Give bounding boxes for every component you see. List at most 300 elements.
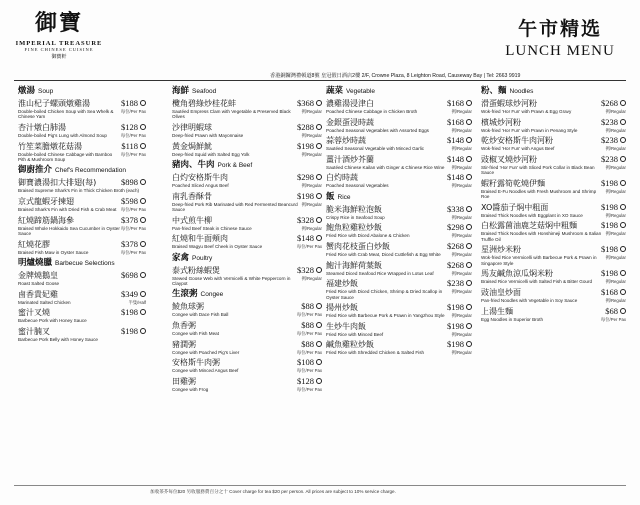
order-checkbox-icon xyxy=(316,341,322,347)
dish-name-en: Congee with Minced Angus Beef xyxy=(172,368,239,374)
logo-tagline: FINE CHINESE CUISINE xyxy=(24,47,94,52)
menu-item xyxy=(172,320,322,336)
menu-item xyxy=(172,301,322,317)
section-title-cn: 蔬菜 xyxy=(326,86,344,96)
dish-name-cn: 沙律明蝦球 xyxy=(172,123,212,132)
section-heading xyxy=(172,253,322,264)
section-heading xyxy=(326,192,472,203)
logo-branch: 御寶軒 xyxy=(51,54,67,60)
dish-name-cn: 薑汁酒炒芥蘭 xyxy=(326,154,374,164)
dish-name-en: Double-boiled Chinese Cabbage with Bamboo Pith & Mushroom Soup xyxy=(18,151,113,162)
section-title-en: Soup xyxy=(38,88,54,95)
menu-item xyxy=(326,172,472,188)
order-checkbox-icon xyxy=(466,156,472,162)
order-checkbox-icon xyxy=(620,204,626,210)
dish-price: $168 xyxy=(601,286,618,297)
menu-item xyxy=(172,215,322,231)
order-checkbox-icon xyxy=(466,100,472,106)
dish-name-en: Congee with Fish Meat xyxy=(172,331,219,336)
restaurant-logo xyxy=(14,8,104,60)
menu-item xyxy=(481,135,626,151)
menu-item xyxy=(172,265,322,287)
dish-name-en: Poached Sliced Angus Beef xyxy=(172,183,229,188)
menu-column-1 xyxy=(18,86,146,345)
dish-name-cn: 豉椒叉燒炒河粉 xyxy=(481,154,537,164)
menu-column-4 xyxy=(481,86,626,325)
portion-label: 每位/Per Pax xyxy=(296,349,322,355)
dish-name-en: Barbecue Pork with Honey Sauce xyxy=(18,318,87,324)
menu-column-2 xyxy=(172,86,322,395)
menu-item xyxy=(326,241,472,257)
section-heading xyxy=(172,86,322,97)
dish-name-cn: 中式煎牛柳 xyxy=(172,215,212,225)
portion-label: 例/Regular xyxy=(451,183,472,189)
dish-name-en: Deep-fried Pork Rib Marinated with Red Fermented Beancurd Sauce xyxy=(172,201,298,212)
dish-name-cn: 金牌燒鵝皇 xyxy=(18,271,58,280)
menu-item xyxy=(326,222,472,238)
dish-name-en: Crispy Rice in Seafood Soup xyxy=(326,214,385,220)
address-line: 香港銅鑼灣禮頓道8號 皇冠假日酒店2樓 2/F, Crowne Plaza, 8 Leighton Road, Causeway Bay | Tel: 2663 9919 xyxy=(270,73,521,79)
dish-name-en: Congee with Poached Pig's Liver xyxy=(172,349,240,355)
dish-name-en: Roast Salted Goose xyxy=(18,281,60,286)
dish-name-en: Barbecue Pork Belly with Honey Sauce xyxy=(18,336,98,342)
menu-item xyxy=(326,339,472,355)
dish-price: $328 xyxy=(297,264,314,275)
portion-label: 例/Regular xyxy=(605,188,626,194)
dish-price: $148 xyxy=(297,233,314,244)
order-checkbox-icon xyxy=(620,222,626,228)
order-checkbox-icon xyxy=(316,100,322,106)
portion-label: 每位/Per Pax xyxy=(296,331,322,336)
dish-name-cn: 杏汁燉白肺湯 xyxy=(18,123,66,132)
portion-label: 例/Regular xyxy=(451,214,472,220)
order-checkbox-icon xyxy=(140,100,146,106)
menu-item xyxy=(326,98,472,114)
dish-name-en: Sautéed Seasonal Vegetable with Minced Garlic xyxy=(326,146,425,152)
order-checkbox-icon xyxy=(466,206,472,212)
portion-label: 每位/Per Pax xyxy=(296,386,322,392)
dish-price: $88 xyxy=(301,338,314,349)
dish-name-cn: 揚州炒飯 xyxy=(326,303,358,313)
dish-name-cn: 濃雞湯浸津白 xyxy=(326,99,374,108)
dish-price: $198 xyxy=(601,268,618,279)
portion-label: 例/Regular xyxy=(301,201,322,207)
order-checkbox-icon xyxy=(140,124,146,130)
dish-price: $378 xyxy=(121,214,138,225)
section-title-cn: 御廚推介 xyxy=(18,165,53,176)
menu-item xyxy=(326,154,472,170)
order-checkbox-icon xyxy=(316,378,322,384)
menu-item xyxy=(326,278,472,300)
menu-item xyxy=(481,287,626,303)
order-checkbox-icon xyxy=(466,262,472,268)
menu-item xyxy=(326,117,472,133)
portion-label: 例/Regular xyxy=(301,225,322,231)
section-title-cn: 生滾粥 xyxy=(172,289,198,300)
section-heading xyxy=(172,160,322,171)
menu-item xyxy=(18,196,146,212)
section-title-en: Vegetable xyxy=(346,88,375,95)
section-heading xyxy=(326,86,472,97)
section-title-en: Barbecue Selections xyxy=(55,260,115,267)
menu-section xyxy=(326,86,472,189)
menu-item xyxy=(18,307,146,323)
portion-label: 例/Regular xyxy=(605,279,626,285)
dish-name-en: Braised Fish Maw in Oyster Sauce xyxy=(18,249,89,255)
dish-price: $328 xyxy=(297,214,314,225)
section-title-cn: 家禽 xyxy=(172,252,190,263)
dish-price: $88 xyxy=(301,320,314,330)
menu-item xyxy=(481,178,626,200)
dish-name-cn: 金銀蛋浸時蔬 xyxy=(326,117,374,127)
dish-name-en: Sautéed Empress Clam with Vegetable & Preserved Black Olives xyxy=(172,109,291,120)
order-checkbox-icon xyxy=(620,289,626,295)
dish-name-cn: 鮑汁海鮮荷葉飯 xyxy=(326,260,382,270)
portion-label: 每位/Per Pax xyxy=(120,109,146,114)
dish-name-cn: 白灼時蔬 xyxy=(326,173,358,183)
dish-name-cn: 白灼安格斯牛肉 xyxy=(172,173,228,182)
portion-label: 例/Regular xyxy=(451,127,472,133)
dish-price: $128 xyxy=(297,375,314,386)
dish-price: $238 xyxy=(601,153,618,164)
dish-name-en: Poached Seasonal Vegetables xyxy=(326,183,389,189)
order-checkbox-icon xyxy=(466,174,472,180)
portion-label: 例/Regular xyxy=(301,183,322,188)
portion-label: 例/Regular xyxy=(451,270,472,276)
dish-name-en: Braised Whole Hokkaido Sea Cucumber in Oyster Sauce xyxy=(18,225,120,236)
dish-name-en: Steamed Diced Seafood Rice Wrapped in Lotus Leaf xyxy=(326,270,434,276)
order-checkbox-icon xyxy=(466,119,472,125)
order-checkbox-icon xyxy=(620,137,626,143)
dish-price: $198 xyxy=(601,220,618,231)
portion-label: 半隻/Half xyxy=(128,299,146,305)
portion-label: 每位/Per Pax xyxy=(120,225,146,231)
dish-name-en: Fried Rice with Shredded Chicken & Salted Fish xyxy=(326,350,425,356)
dish-name-cn: 泰式粉絲蝦煲 xyxy=(172,265,220,275)
dish-price: $298 xyxy=(447,222,464,233)
menu-item xyxy=(18,122,146,138)
portion-label: 每位/Per Pax xyxy=(120,133,146,138)
dish-name-cn: XO醬茄子焖中粗面 xyxy=(481,202,549,212)
section-title-cn: 飯 xyxy=(326,191,335,202)
dish-name-en: Wok-fried Rice Vermicelli with Barbecue Pork & Prawn in Singapore Style xyxy=(481,255,597,266)
order-checkbox-icon xyxy=(140,217,146,223)
dish-price: $168 xyxy=(447,98,464,108)
dish-name-en: Stir-fried 'Hor Fun' with Sliced Pork Collar in Black Bean Sauce xyxy=(481,164,595,176)
menu-item xyxy=(481,98,626,114)
dish-price: $338 xyxy=(447,203,464,214)
menu-item xyxy=(18,177,146,193)
section-title-cn: 海鮮 xyxy=(172,86,190,96)
dish-price: $198 xyxy=(447,320,464,331)
menu-item xyxy=(481,154,626,176)
dish-price: $238 xyxy=(601,135,618,146)
dish-price: $118 xyxy=(121,140,138,151)
section-heading xyxy=(18,165,146,176)
portion-label: 例/Regular xyxy=(451,233,472,239)
order-checkbox-icon xyxy=(140,241,146,247)
section-title-en: Pork & Beef xyxy=(217,162,253,169)
menu-section xyxy=(481,86,626,322)
dish-price: $128 xyxy=(121,122,138,132)
menu-item xyxy=(172,172,322,188)
dish-price: $238 xyxy=(447,278,464,289)
order-checkbox-icon xyxy=(140,309,146,315)
section-title-en: Congee xyxy=(200,291,224,299)
dish-name-en: Pan-fried Noodles with Vegetable in Soy Sauce xyxy=(481,297,578,303)
dish-name-en: Wok-fried 'Hor Fun' with Prawn in Penang Style xyxy=(481,127,578,133)
portion-label: 例/Regular xyxy=(451,109,472,114)
dish-price: $288 xyxy=(297,122,314,132)
section-title-cn: 燉湯 xyxy=(18,86,36,96)
menu-item xyxy=(481,220,626,242)
portion-label: 例/Regular xyxy=(301,133,322,138)
order-checkbox-icon xyxy=(316,267,322,273)
dish-name-en: Congee with Dace Fish Ball xyxy=(172,312,229,318)
section-title-en: Rice xyxy=(337,193,351,201)
dish-name-cn: 脆米海鮮粒泡飯 xyxy=(326,204,382,214)
menu-column-3 xyxy=(326,86,472,359)
order-checkbox-icon xyxy=(140,179,146,185)
portion-label: 例/Regular xyxy=(451,350,472,356)
dish-price: $198 xyxy=(121,325,138,336)
dish-name-cn: 魚香粥 xyxy=(172,321,196,330)
menu-section xyxy=(18,86,146,162)
dish-name-cn: 星洲炒米粉 xyxy=(481,245,521,255)
dish-price: $198 xyxy=(297,190,314,201)
order-checkbox-icon xyxy=(316,143,322,149)
dish-name-cn: 鹹魚雞粒炒飯 xyxy=(326,340,374,350)
menu-item xyxy=(18,141,146,163)
dish-name-cn: 蒜蓉炒時蔬 xyxy=(326,136,366,146)
menu-title-en: LUNCH MENU xyxy=(505,43,615,59)
dish-name-en: Fried Rice with Diced Chicken, Shrimp & Dried Scallop in Oyster Sauce xyxy=(326,289,443,300)
dish-price: $198 xyxy=(447,339,464,350)
order-checkbox-icon xyxy=(316,193,322,199)
portion-label: 例/Regular xyxy=(605,231,626,237)
dish-name-cn: 黃金焗鮮魷 xyxy=(172,141,212,151)
menu-section xyxy=(172,253,322,287)
portion-label: 每位/Per Pax xyxy=(296,312,322,318)
dish-name-cn: 田雞粥 xyxy=(172,376,196,386)
dish-name-en: Fried Rice with Crab Meat, Diced Cuttlefish & Egg White xyxy=(326,251,441,257)
portion-label: 例/Regular xyxy=(451,289,472,295)
order-checkbox-icon xyxy=(140,143,146,149)
dish-name-en: Stewed Goose Web with Vermicelli & White Peppercorn in Claypot xyxy=(172,275,291,286)
section-title-en: Chef's Recommendation xyxy=(55,167,126,175)
portion-label: 例/Regular xyxy=(301,151,322,157)
dish-price: $349 xyxy=(121,288,138,299)
section-title-cn: 粉、麵 xyxy=(481,86,507,96)
dish-name-en: Poached Seasonal Vegetables with Assorted Eggs xyxy=(326,127,429,133)
dish-price: $108 xyxy=(297,357,314,368)
section-title-en: Seafood xyxy=(192,88,217,95)
portion-label: 例/Regular xyxy=(605,255,626,261)
menu-title xyxy=(500,14,620,60)
menu-item xyxy=(326,321,472,337)
order-checkbox-icon xyxy=(620,270,626,276)
order-checkbox-icon xyxy=(316,124,322,130)
dish-name-cn: 鹵香貴妃雞 xyxy=(18,289,58,299)
dish-price: $268 xyxy=(601,98,618,108)
portion-label: 例/Regular xyxy=(605,164,626,170)
portion-label: 每位/Per Pax xyxy=(120,151,146,157)
order-checkbox-icon xyxy=(620,308,626,314)
portion-label: 例/Regular xyxy=(605,127,626,133)
order-checkbox-icon xyxy=(466,137,472,143)
menu-item xyxy=(481,117,626,133)
portion-label: 例/Regular xyxy=(605,212,626,218)
dish-price: $148 xyxy=(447,172,464,183)
section-title-cn: 豬肉、牛肉 xyxy=(172,160,215,170)
dish-name-en: Braised Supreme Shark's Fin in Thick Chicken Broth (each) xyxy=(18,188,140,194)
menu-item xyxy=(326,260,472,276)
portion-label: 例/Regular xyxy=(301,275,322,281)
menu-item xyxy=(18,326,146,342)
order-checkbox-icon xyxy=(140,272,146,278)
dish-name-en: Fried Rice with Minced Beef xyxy=(326,331,384,337)
dish-price: $148 xyxy=(447,153,464,164)
dish-name-cn: 淮山杞子螺頭燉雞湯 xyxy=(18,99,90,108)
dish-price: $198 xyxy=(447,302,464,313)
dish-name-en: Double-boiled Chicken Soup with Sea Whelk & Chinese Yam xyxy=(18,109,114,120)
order-checkbox-icon xyxy=(466,224,472,230)
dish-name-cn: 鯪魚球粥 xyxy=(172,302,204,312)
portion-label: 例/Regular xyxy=(451,146,472,152)
menu-section xyxy=(326,192,472,356)
order-checkbox-icon xyxy=(316,303,322,309)
portion-label: 例/Regular xyxy=(605,297,626,303)
menu-section xyxy=(172,289,322,392)
portion-label: 每位/Per Pax xyxy=(296,368,322,374)
portion-label: 每位/Per Pax xyxy=(600,316,626,322)
dish-price: $368 xyxy=(297,98,314,108)
order-checkbox-icon xyxy=(140,328,146,334)
dish-name-cn: 安格斯牛肉粥 xyxy=(172,358,220,368)
dish-name-cn: 御寶濃湯扣大排翅(每) xyxy=(18,178,97,188)
portion-label: 例/Regular xyxy=(301,109,322,114)
menu-section xyxy=(18,258,146,342)
header-divider xyxy=(14,80,626,81)
dish-name-cn: 南乳香酥骨 xyxy=(172,191,212,201)
dish-name-cn: 竹笙菜膽燉花菇湯 xyxy=(18,141,82,151)
footer-note: 加收茶芥每位$20 另收服務費百分之十 Cover charge for tea $20 per person. All prices are subject to 10% service charge. xyxy=(150,489,396,494)
menu-item xyxy=(481,244,626,266)
dish-name-en: Fried Rice with Barbecue Pork & Prawn in Yangzhou Style xyxy=(326,313,445,319)
dish-name-cn: 紅燒蹄筋鍋海參 xyxy=(18,215,74,225)
menu-section xyxy=(172,160,322,250)
dish-name-en: Braised E-Fu Noodles with Fresh Mushroom and Shrimp Roe xyxy=(481,188,597,200)
section-heading xyxy=(18,86,146,97)
order-checkbox-icon xyxy=(620,119,626,125)
dish-name-en: Pan-fried Beef Steak in Chinese Sauce xyxy=(172,225,252,231)
order-checkbox-icon xyxy=(466,323,472,329)
dish-name-en: Fried Rice with Diced Abalone & Chicken xyxy=(326,233,410,239)
order-checkbox-icon xyxy=(466,280,472,286)
menu-item xyxy=(172,357,322,373)
dish-name-en: Double-boiled Pig's Lung with Almond Soup xyxy=(18,133,107,138)
dish-name-en: Marinated Salted Chicken xyxy=(18,299,71,305)
order-checkbox-icon xyxy=(140,198,146,204)
dish-name-en: Braised Rice Vermicelli with Salted Fish & Bitter Gourd xyxy=(481,279,593,285)
dish-name-cn: 紅燒和牛面頰肉 xyxy=(172,234,228,244)
dish-name-en: Poached Chinese Cabbage in Chicken Broth xyxy=(326,109,418,114)
dish-name-en: Congee with Frog xyxy=(172,386,209,392)
menu-item xyxy=(326,204,472,220)
menu-item xyxy=(172,233,322,249)
menu-item xyxy=(18,270,146,286)
dish-name-cn: 馬友鹹魚涼瓜焖米粉 xyxy=(481,269,553,279)
menu-item xyxy=(172,376,322,392)
dish-price: $68 xyxy=(605,305,618,316)
dish-price: $198 xyxy=(601,201,618,212)
order-checkbox-icon xyxy=(316,174,322,180)
dish-name-cn: 鮑魚粒雞粒炒飯 xyxy=(326,223,382,233)
dish-price: $378 xyxy=(121,238,138,249)
dish-price: $148 xyxy=(447,135,464,146)
menu-item xyxy=(172,191,322,213)
section-title-cn: 明爐燒臘 xyxy=(18,258,53,268)
menu-item xyxy=(481,268,626,284)
dish-price: $198 xyxy=(297,140,314,151)
portion-label: 例/Regular xyxy=(605,109,626,114)
section-heading xyxy=(172,289,322,300)
order-checkbox-icon xyxy=(466,243,472,249)
portion-label: 例/Regular xyxy=(605,146,626,152)
dish-name-cn: 蜜汁腩叉 xyxy=(18,326,50,336)
logo-mark: 御寶 xyxy=(34,10,83,36)
dish-name-en: Braised Thick Noodles with Honshimeji Mushroom & Italian Truffle Oil xyxy=(481,231,602,242)
dish-name-en: Sautéed Chinese Kailan with Ginger & Chinese Rice Wine xyxy=(326,164,445,170)
portion-label: 例/Regular xyxy=(451,164,472,170)
order-checkbox-icon xyxy=(620,180,626,186)
logo-name: IMPERIAL TREASURE xyxy=(15,40,103,47)
dish-name-en: Braised Shark's Fin with Dried Fish & Crab Meat xyxy=(18,207,117,212)
dish-price: $198 xyxy=(601,244,618,255)
dish-price: $268 xyxy=(447,259,464,270)
dish-price: $198 xyxy=(601,177,618,188)
dish-name-cn: 豬潤粥 xyxy=(172,339,196,349)
menu-item xyxy=(172,339,322,355)
dish-name-en: Braised Thick Noodles with Eggplant in XO Sauce xyxy=(481,212,583,218)
menu-item xyxy=(18,239,146,255)
dish-price: $298 xyxy=(297,172,314,182)
section-title-en: Noodles xyxy=(509,88,534,95)
section-heading xyxy=(481,86,626,97)
dish-name-cn: 福建炒飯 xyxy=(326,279,358,289)
dish-price: $188 xyxy=(121,98,138,108)
order-checkbox-icon xyxy=(316,359,322,365)
dish-name-cn: 豉油皇炒面 xyxy=(481,287,521,297)
portion-label: 例/Regular xyxy=(451,251,472,257)
dish-name-en: Deep-fried Prawn with Mayonnaise xyxy=(172,133,244,138)
portion-label: 每位/Per Pax xyxy=(296,244,322,250)
portion-label: 每位/Per Pax xyxy=(120,207,146,212)
dish-name-cn: 上湯生麵 xyxy=(481,306,513,316)
menu-title-cn: 午市精选 xyxy=(517,18,602,40)
dish-price: $698 xyxy=(121,270,138,280)
order-checkbox-icon xyxy=(140,291,146,297)
dish-name-en: Deep-fried Squid with Salted Egg Yolk xyxy=(172,151,250,157)
order-checkbox-icon xyxy=(316,217,322,223)
dish-price: $598 xyxy=(121,196,138,206)
order-checkbox-icon xyxy=(316,235,322,241)
section-heading xyxy=(18,258,146,269)
dish-name-cn: 生炒牛肉飯 xyxy=(326,321,366,331)
dish-name-cn: 欖角碧綠炒桂花蚌 xyxy=(172,99,236,108)
dish-price: $88 xyxy=(301,301,314,312)
dish-name-cn: 紅燒花膠 xyxy=(18,239,50,249)
